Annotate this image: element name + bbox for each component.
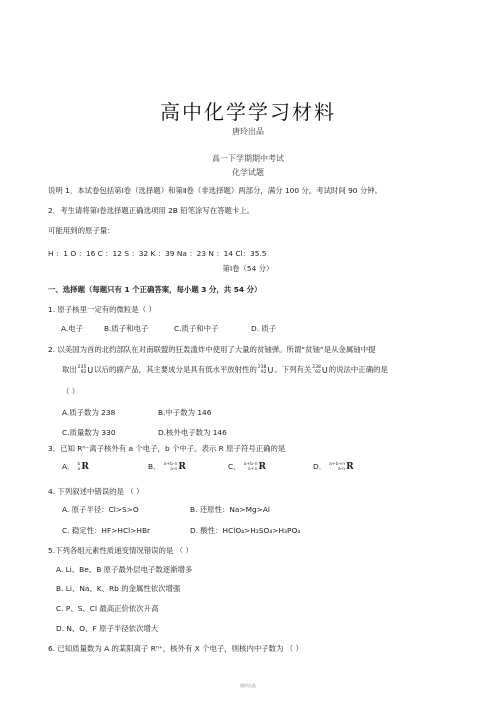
q4-option-a: A. 原子半径：Cl>S>O [62, 505, 139, 514]
isotope-symbol: R [178, 461, 186, 472]
instruction-line-1: 说明 1．本试卷包括第Ⅰ卷（选择题）和第Ⅱ卷（非选择题）两部分，满分 100 分。考试时间 90 分钟。 [48, 186, 383, 195]
q1-option-c: C.质子和中子 [174, 324, 219, 333]
q1-option-b: B.质子和电子 [104, 324, 149, 333]
isotope-mass: b [77, 462, 81, 467]
atomic-mass-heading: 可能用到的原子量： [48, 226, 115, 235]
isotope-mass: a+b-n [163, 462, 178, 467]
isotope-mass: 235 [77, 365, 87, 370]
q1-option-d: D. 质子 [251, 324, 277, 333]
isotope-symbol: U [87, 365, 94, 375]
isotope-mass: a+b+n [329, 462, 346, 467]
page-footer: 唐玲出品 [240, 683, 256, 688]
section-heading: 一、选择题（每题只有 1 个正确答案，每小题 3 分，共 54 分） [48, 285, 262, 294]
isotope-atomic-number: 92 [260, 370, 267, 375]
atomic-mass-list: H ：1 O ：16 C ：12 S ：32 K ：39 Na ：23 N ：14 Cl：35.5 [48, 249, 267, 258]
isotope-atomic-number: 92 [80, 370, 87, 375]
q2-text-a: 取出 [62, 365, 77, 374]
option-letter: B． [148, 462, 161, 471]
question-6-stem: 6. 已知质量数为 A 的某阳离子 Rⁿ⁺，核外有 X 个电子，则核内中子数为 （ ） [48, 644, 303, 653]
isotope-u238 [258, 365, 273, 375]
isotope-r [329, 462, 354, 472]
question-5-stem: 5.下列各组元素性质递变情况错误的是 （ ） [48, 546, 193, 555]
q2-text-d: 的说法中正确的是 [328, 365, 388, 374]
subject-title: 化学试题 [232, 168, 264, 177]
exam-title: 高一下学期期中考试 [212, 154, 284, 163]
isotope-symbol: R [346, 461, 354, 472]
q2-option-c: C.质量数为 330 [62, 428, 116, 437]
option-letter: D． [313, 462, 327, 471]
q5-option-c: C. P、S、Cl 最高正价依次升高 [56, 604, 159, 613]
question-3-stem: 3．已知 Rⁿ⁻离子核外有 a 个电子，b 个中子。表示 R 原子符号正确的是 [48, 444, 286, 453]
isotope-symbol: U [267, 365, 274, 375]
q1-option-a: A.电子 [61, 324, 84, 333]
option-letter: C． [228, 462, 241, 471]
author-line: 唐玲出品 [232, 127, 264, 136]
question-1-stem: 1. 原子核里一定有的微粒是（ ） [48, 305, 156, 314]
q3-option-b [148, 462, 186, 472]
question-4-stem: 4. 下列叙述中错误的是 （ ） [48, 487, 144, 496]
isotope-mass: 238 [257, 365, 267, 370]
q5-option-d: D. N、O、F 原子半径依次增大 [56, 624, 159, 633]
isotope-atomic-number: a-n [170, 467, 178, 472]
option-letter: A． [62, 462, 75, 471]
isotope-r [77, 462, 88, 472]
question-2-stem-line-1: 2. 以美国为首的北约部队在对南联盟的狂轰滥炸中使用了大量的贫铀弹。所谓“贫铀”是从金属铀中提 [48, 345, 376, 354]
isotope-atomic-number: 92 [315, 370, 321, 375]
q4-option-d: D. 酸性：HClO₄>H₂SO₄>H₃PO₄ [190, 526, 301, 535]
q5-option-a: A. Li、Be、B 原子最外层电子数逐渐增多 [56, 565, 193, 574]
q2-option-a: A.质子数为 238 [62, 408, 116, 417]
main-title: 高中化学学习材料 [160, 100, 336, 124]
isotope-r [163, 462, 185, 472]
q2-option-d: D.核外电子数为 146 [158, 428, 227, 437]
isotope-mass: 238 [312, 365, 321, 370]
isotope-u235 [78, 365, 93, 375]
q3-option-d [313, 462, 354, 472]
q3-option-a [62, 462, 89, 472]
question-2-stem-line-2 [62, 365, 388, 375]
volume-heading: 第Ⅰ卷（54 分） [222, 264, 274, 273]
q2-text-b: 以后的副产品，其主要成分是具有低水平放射性的 [94, 365, 257, 374]
q4-option-c: C. 稳定性：HF>HCl>HBr [62, 526, 151, 535]
q2-option-b: B.中子数为 146 [158, 408, 212, 417]
isotope-mass: a+b-n [243, 462, 258, 467]
isotope-r [244, 462, 266, 472]
q5-option-b: B. Li、Na、K、Rb 的金属性依次增强 [56, 584, 181, 593]
isotope-symbol: U [321, 365, 328, 375]
q2-text-c: 。下列有关 [274, 365, 312, 374]
isotope-atomic-number: a-n [337, 467, 346, 472]
q3-option-c [228, 462, 266, 472]
isotope-symbol: R [258, 461, 266, 472]
q4-option-b: B. 还原性：Na>Mg>Al [190, 505, 270, 514]
instruction-line-2: 2．考生请将第Ⅰ卷选择题正确选项用 2B 铅笔涂写在答题卡上。 [48, 206, 255, 215]
isotope-symbol: R [81, 461, 89, 472]
isotope-atomic-number: a+n [248, 467, 258, 472]
isotope-u238-ref [312, 365, 327, 375]
isotope-atomic-number: a [77, 467, 81, 472]
q2-answer-bracket: （ ） [62, 387, 80, 396]
